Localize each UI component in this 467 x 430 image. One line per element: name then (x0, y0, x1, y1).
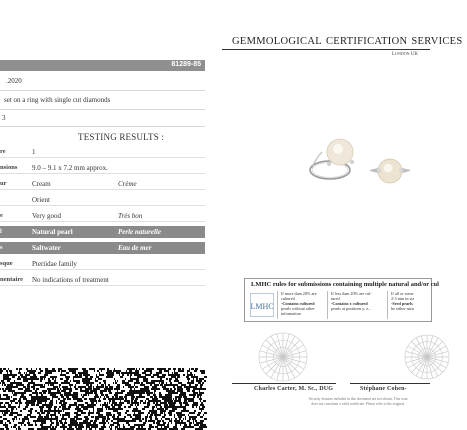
lmhc-logo-icon (250, 293, 274, 317)
row-label: nsions (0, 164, 18, 171)
seal-icon (256, 330, 310, 384)
lmhc-rule-line: tured (331, 296, 340, 301)
lmhc-rule-line: information (281, 311, 301, 316)
lmhc-rule-line: -Contains x cultured (331, 301, 368, 306)
row-label: re (0, 148, 6, 155)
report-marker: 3 (2, 114, 6, 122)
row-value: No indications of treatment (32, 276, 109, 284)
signature-line (350, 383, 430, 384)
signatory-name: Charles Carter, M. Sc., DUG (254, 386, 334, 392)
seal-icon (402, 332, 452, 382)
row-value-french: Crème (118, 180, 137, 188)
divider (0, 205, 205, 206)
divider (0, 269, 205, 270)
row-label: ur (0, 180, 7, 187)
table-row (0, 210, 205, 222)
lmhc-rule-line: -Seed pearls (391, 301, 413, 306)
signature-line (232, 383, 336, 384)
signatory-name: Stéphane Cohen- (360, 386, 407, 392)
lmhc-rule-column (387, 291, 435, 319)
report-panel (0, 60, 205, 285)
title-word: CERTIFICATION (325, 36, 408, 47)
report-date: .2020 (6, 77, 22, 85)
table-row (0, 226, 205, 238)
divider (0, 221, 205, 222)
barcode-icon (0, 368, 205, 430)
lmhc-rule-line: 2-3 mm in siz (391, 296, 415, 301)
table-row (0, 146, 205, 158)
lmhc-rule-line: cultured (281, 296, 295, 301)
row-label: e (0, 212, 3, 219)
report-description: set on a ring with single cut diamonds (4, 96, 111, 104)
lmhc-rules-box (244, 278, 439, 322)
report-header-band (0, 60, 205, 71)
table-row (0, 162, 205, 174)
row-value: Saltwater (32, 244, 61, 252)
divider (0, 173, 205, 174)
lmhc-rule-line: pearls without other (281, 306, 315, 311)
row-value-french: Perle naturelle (118, 228, 161, 236)
table-row (0, 242, 205, 254)
row-label: nentaire (0, 276, 23, 283)
ring-photo-top (368, 150, 412, 190)
lmhc-rule-column (327, 291, 383, 319)
title-word: SERVICES (411, 36, 463, 47)
company-location: London UK (392, 52, 418, 57)
testing-results-title: TESTING RESULTS : (78, 132, 165, 142)
title-word: GEMMOLOGICAL (232, 36, 322, 47)
lmhc-rule-line: be either natu (391, 306, 414, 311)
divider (0, 109, 205, 110)
divider (0, 157, 205, 158)
row-value: Orient (32, 196, 50, 204)
table-row (0, 274, 205, 286)
header-rule (222, 49, 430, 50)
row-value: Cream (32, 180, 51, 188)
lmhc-rule-line: pearls at positions y, z... (331, 306, 372, 311)
divider (0, 126, 205, 127)
company-title (232, 36, 467, 47)
security-note: Security features included in this document are not shown. This scan does not constitute a valid certificate. Please refer to the original. (308, 397, 408, 406)
row-label: l (0, 228, 2, 235)
row-value: 9.0 – 9.1 x 7.2 mm approx. (32, 164, 108, 172)
divider (0, 285, 205, 286)
row-value: Very good (32, 212, 61, 220)
table-row (0, 258, 205, 270)
lmhc-rule-line: If less than 20% are cul- (331, 291, 372, 296)
divider (0, 189, 205, 190)
lmhc-rule-column (277, 291, 323, 319)
row-value: Pteriidae family (32, 260, 77, 268)
lmhc-rule-line: -Contains cultured (281, 301, 315, 306)
row-label: sque (0, 260, 13, 267)
row-value: Natural pearl (32, 228, 73, 236)
row-value-french: Eau de mer (118, 244, 152, 252)
row-value-french: Très bon (118, 212, 143, 220)
row-value: 1 (32, 148, 36, 156)
lmhc-rule-line: If more than 20% are (281, 291, 317, 296)
divider (0, 90, 205, 91)
lmhc-title: LMHC rules for submissions containing multiple natural and/or cul (251, 281, 439, 288)
report-number: 81289-85 (171, 61, 201, 68)
row-label: s (0, 244, 3, 251)
table-row (0, 194, 205, 206)
ring-photo-side (296, 122, 368, 194)
lmhc-logo-text: LMHC (250, 302, 274, 311)
lmhc-rule-line: If all or some (391, 291, 414, 296)
table-row (0, 178, 205, 190)
